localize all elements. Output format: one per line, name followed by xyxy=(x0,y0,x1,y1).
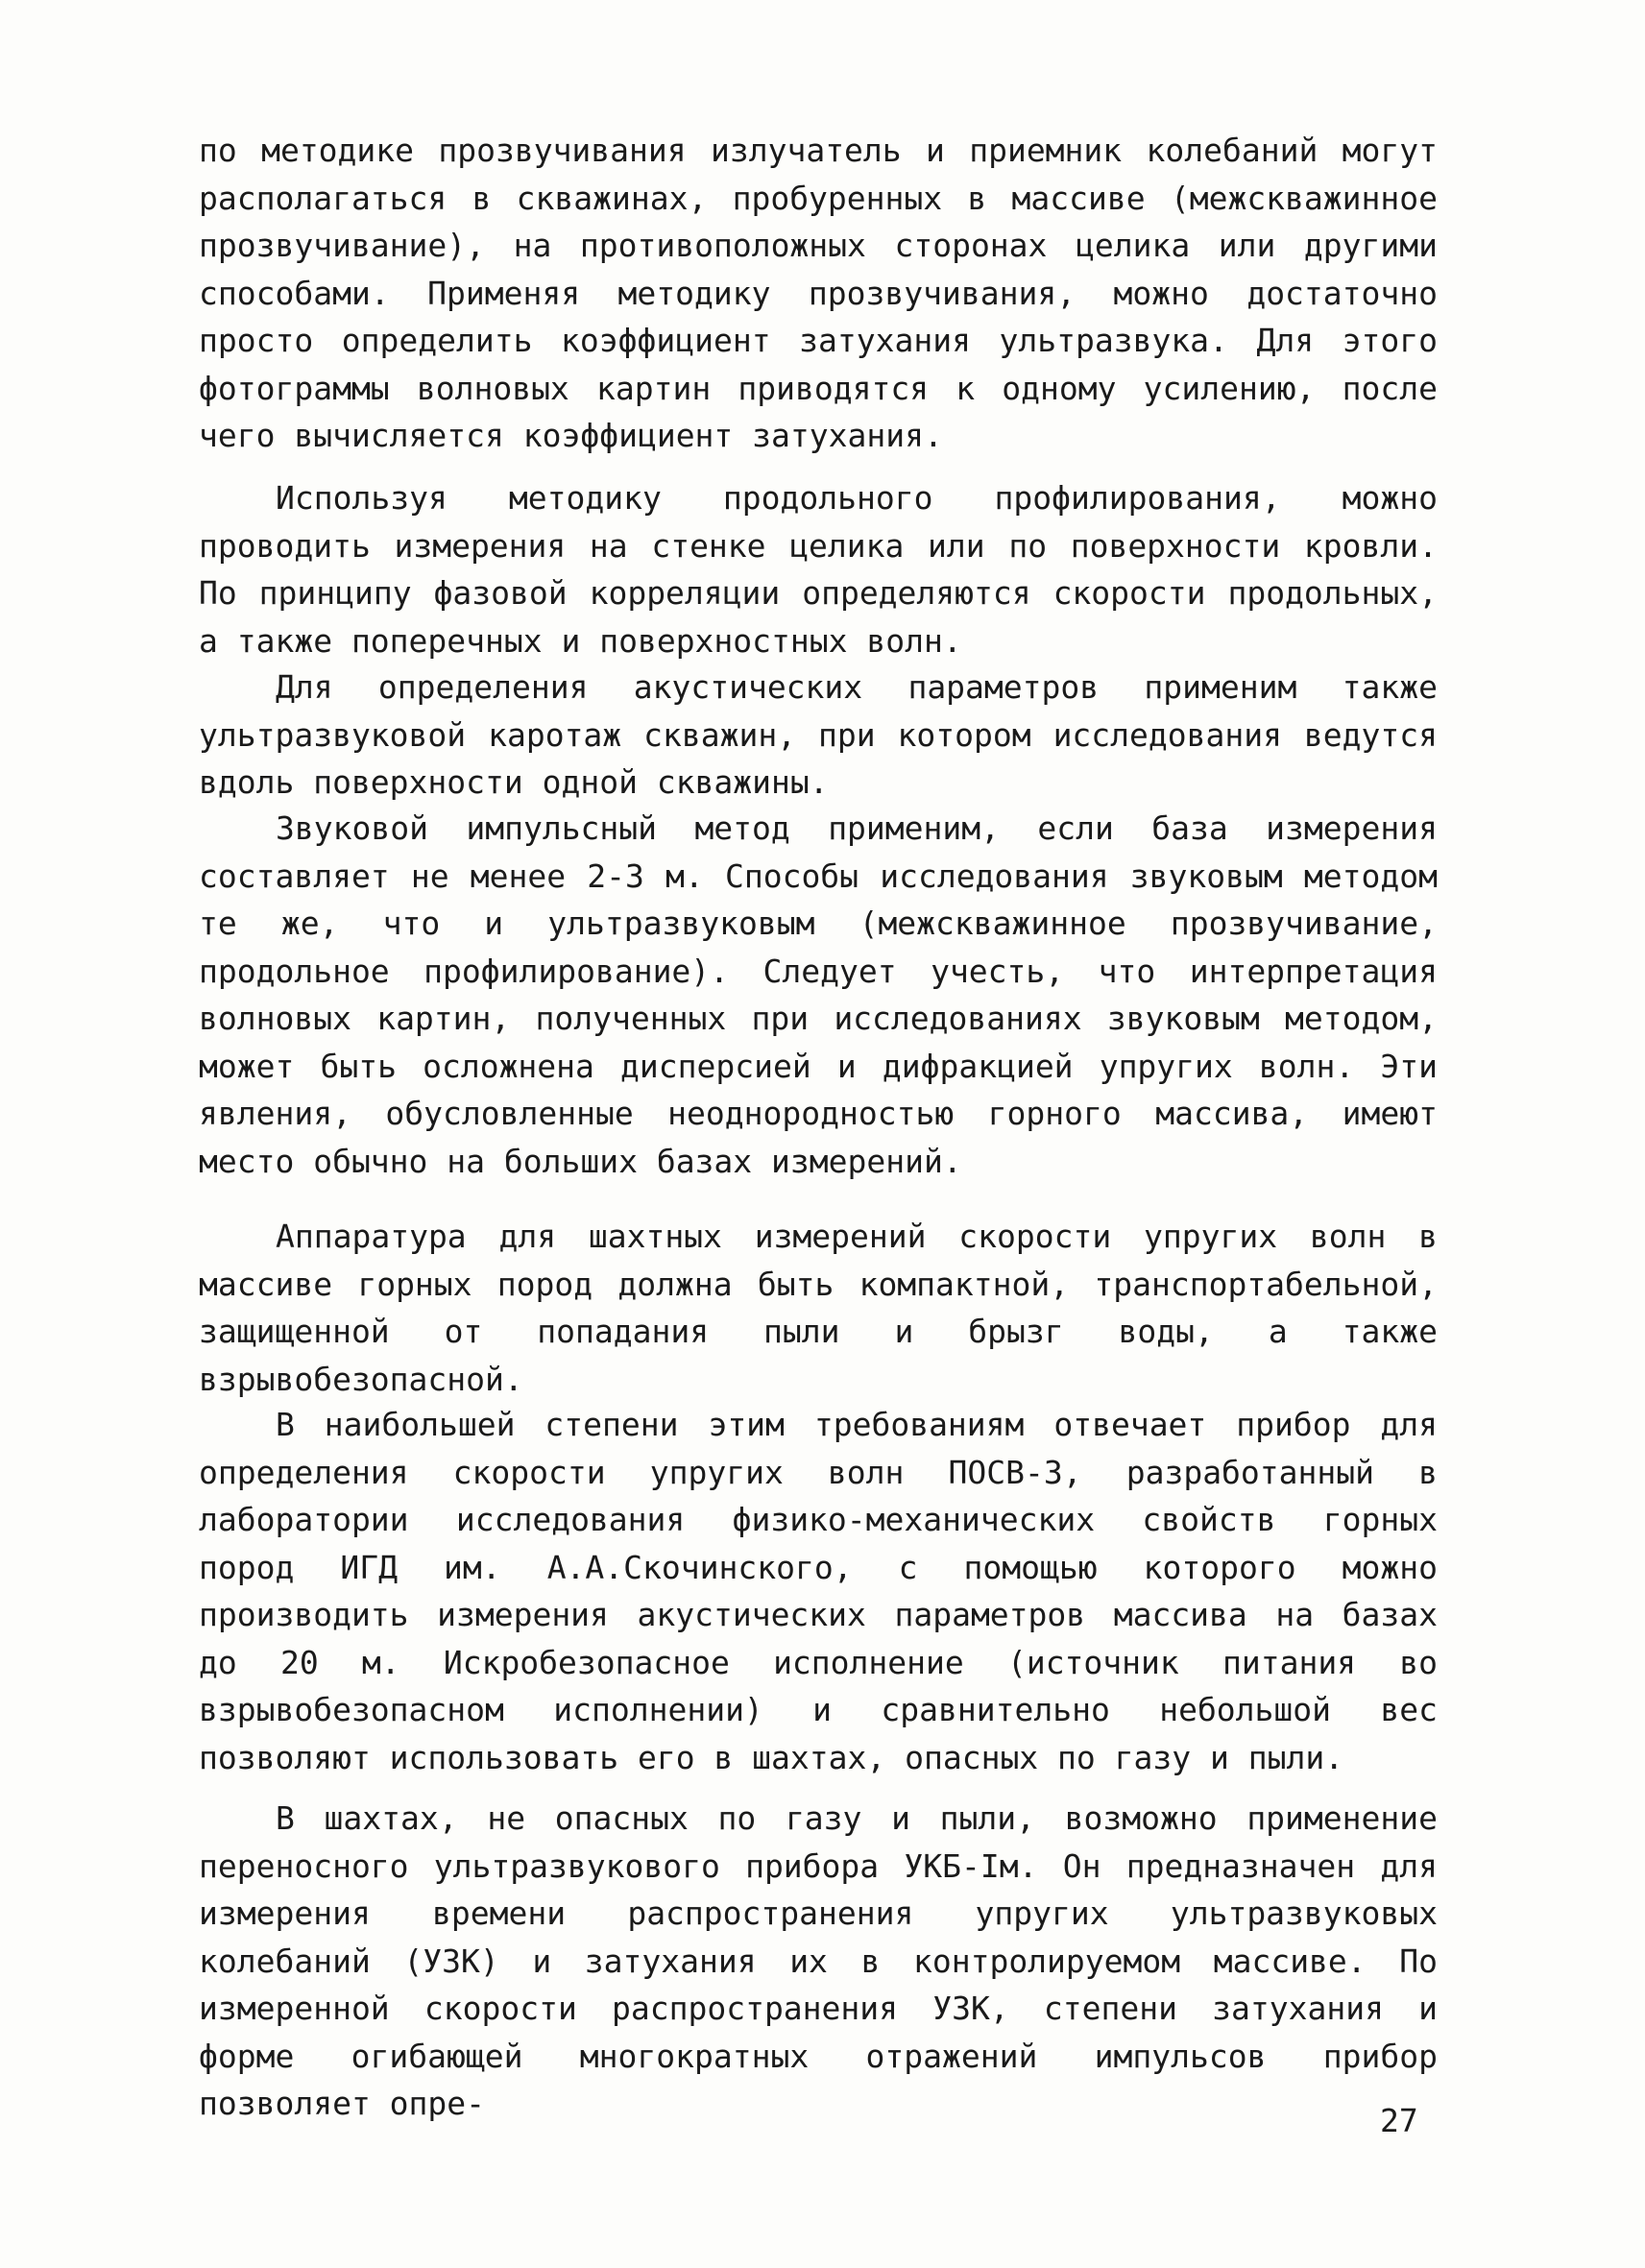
paragraph-posv3 xyxy=(199,1401,1438,1781)
paragraph-logging xyxy=(199,664,1438,807)
paragraph-sound-method xyxy=(199,805,1438,1185)
paragraph-7: В шахтах, не опасных по газу и пыли, возможно применение переносного ультразвукового прибора УКБ-Iм. Он предназначен для измерения времени распространения упругих ультразвуковых колебаний (УЗК) и затухания их в контролируемом массиве. По измеренной скорости распространения УЗК, степени затухания и форме огибающей многократных отражений импульсов прибор позволяет опре- xyxy=(199,1799,1438,2122)
paragraph-profiling xyxy=(199,474,1438,664)
paragraph-5: Аппаратура для шахтных измерений скорости упругих волн в массиве горных пород должна быть компактной, транспортабельной, защищенной от попадания пыли и брызг воды, а также взрывобезопасной. xyxy=(199,1218,1438,1398)
paragraph-continuation xyxy=(199,127,1438,460)
paragraph-6: В наибольшей степени этим требованиям отвечает прибор для определения скорости упругих волн ПОСВ-3, разработанный в лаборатории исследования физико-механических свойств горных пород ИГД им. А.А.Скочинского, с помощью которого можно производить измерения акустических параметров массива на базах до 20 м. Искробезопасное исполнение (источник питания во взрывобезопасном исполнении) и сравнительно небольшой вес позволяют использовать его в шахтах, опасных по газу и пыли. xyxy=(199,1406,1438,1776)
paragraph-2: Используя методику продольного профилирования, можно проводить измерения на стенке целика или по поверхности кровли. По принципу фазовой корреляции определяются скорости продольных, а также поперечных и поверхностных волн. xyxy=(199,479,1438,660)
page-number: 27 xyxy=(1380,2102,1418,2139)
paragraph-equipment xyxy=(199,1213,1438,1403)
paragraph-3: Для определения акустических параметров применим также ультразвуковой каротаж скважин, при котором исследования ведутся вдоль поверхности одной скважины. xyxy=(199,668,1438,801)
paragraph-ukb xyxy=(199,1795,1438,2128)
paragraph-4: Звуковой импульсный метод применим, если база измерения составляет не менее 2-3 м. Способы исследования звуковым методом те же, что и ультразвуковым (межскважинное прозвучивание, продольное профилирование). Следует учесть, что интерпретация волновых картин, полученных при исследованиях звуковым методом, может быть осложнена дисперсией и дифракцией упругих волн. Эти явления, обусловленные неоднородностью горного массива, имеют место обычно на больших базах измерений. xyxy=(199,809,1438,1180)
paragraph-1: по методике прозвучивания излучатель и приемник колебаний могут располагаться в скважинах, пробуренных в массиве (межскважинное прозвучивание), на противоположных сторонах целика или другими способами. Применяя методику прозвучивания, можно достаточно просто определить коэффициент затухания ультразвука. Для этого фотограммы волновых картин приводятся к одному усилению, после чего вычисляется коэффициент затухания. xyxy=(199,132,1438,454)
